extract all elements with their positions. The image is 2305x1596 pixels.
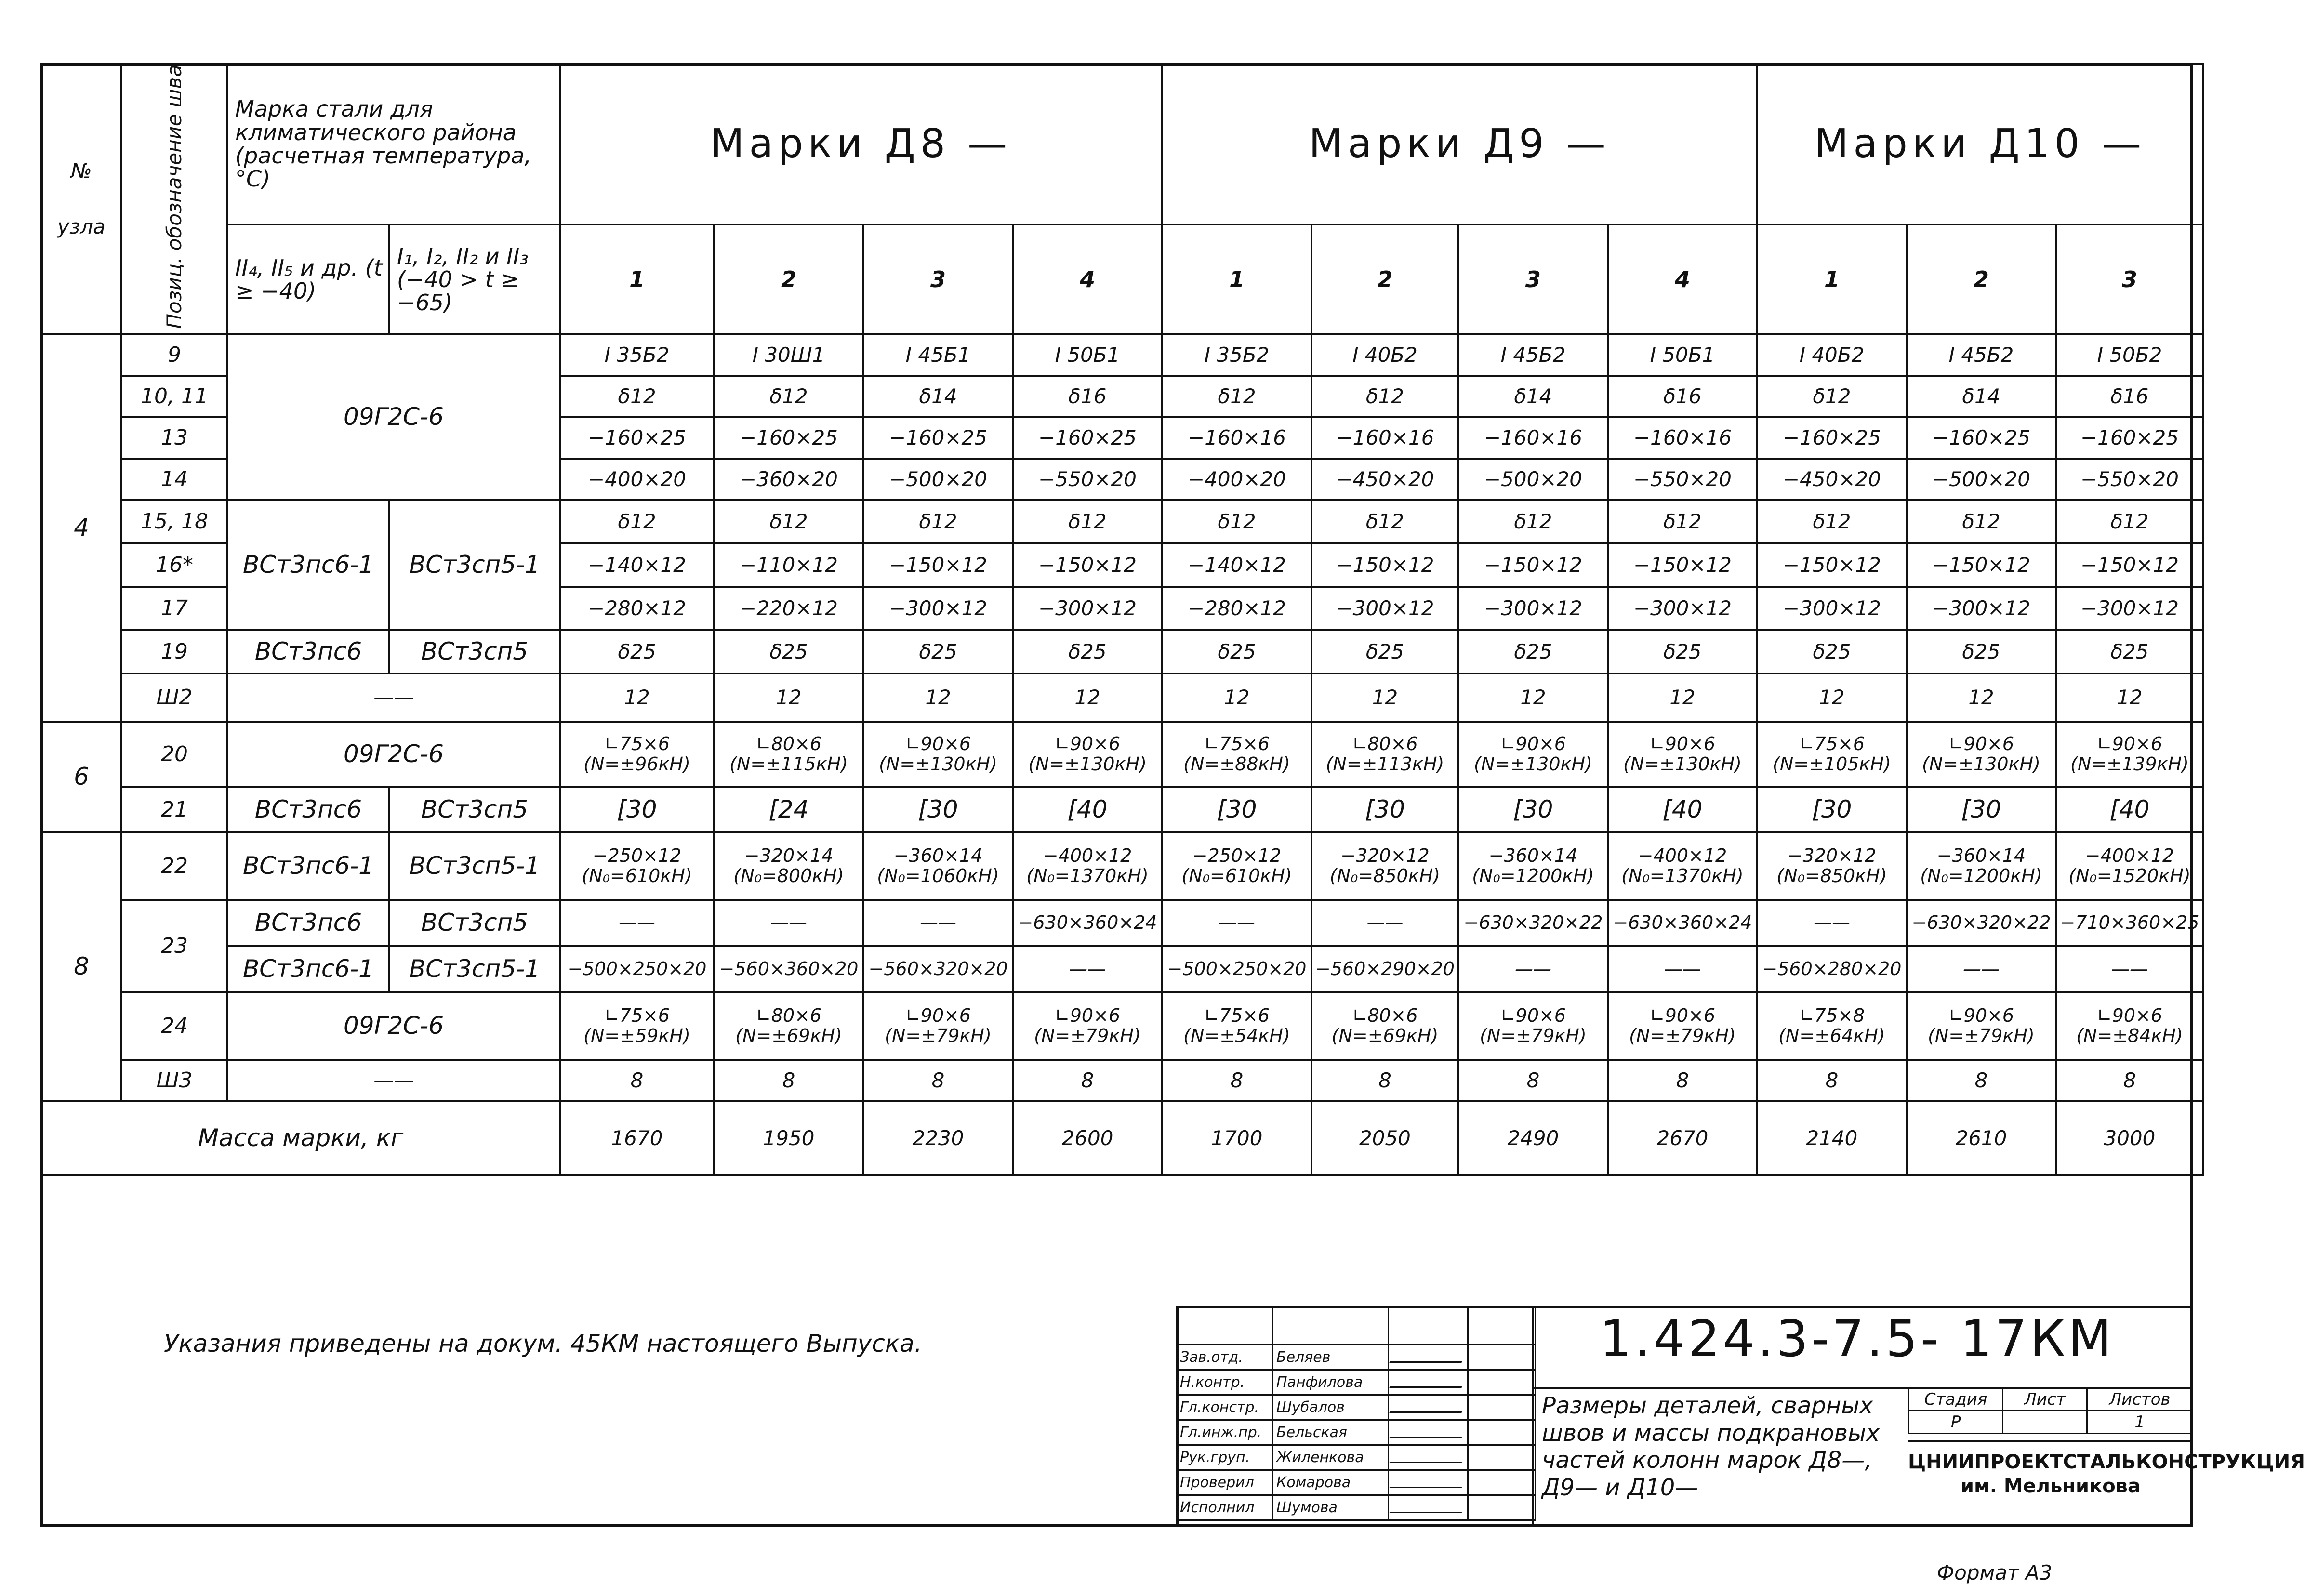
value-cell: ——: [714, 900, 863, 946]
position-cell: 14: [121, 459, 227, 500]
spec-table: [40, 63, 2204, 1176]
table-row: [41, 334, 2203, 376]
role-cell: Гл.констр.: [1177, 1395, 1273, 1420]
value-cell: I 50Б1: [1608, 334, 1757, 376]
name-cell: Беляев: [1273, 1345, 1389, 1370]
position-cell: 16*: [121, 543, 227, 587]
format-label: Формат А3: [1937, 1561, 2053, 1584]
value-cell: [40: [2056, 787, 2203, 832]
mass-value: 2610: [1907, 1101, 2056, 1175]
value-cell: ——: [560, 900, 714, 946]
value-cell: −150×12: [1608, 543, 1757, 587]
value-cell: δ25: [1907, 630, 2056, 673]
steel-cell: ——: [227, 673, 560, 722]
position-cell: 19: [121, 630, 227, 673]
value-cell: 8: [1907, 1060, 2056, 1101]
mass-value: 3000: [2056, 1101, 2203, 1175]
value-cell: −280×12: [560, 587, 714, 630]
value-cell: ∟75×6 (N=±88кН): [1162, 722, 1311, 787]
value-cell: [30: [560, 787, 714, 832]
organization-name: ЦНИИПРОЕКТСТАЛЬКОНСТРУКЦИЯ им. Мельникова: [1908, 1451, 2305, 1497]
value-cell: δ25: [1608, 630, 1757, 673]
value-cell: −360×14 (N₀=1060кН): [863, 832, 1013, 900]
signature-mark: [1389, 1348, 1467, 1363]
value-cell: ∟80×6 (N=±69кН): [714, 992, 863, 1060]
value-cell: ——: [1162, 900, 1311, 946]
value-cell: I 45Б1: [863, 334, 1013, 376]
signature-mark: [1389, 1498, 1467, 1513]
value-cell: −500×20: [1458, 459, 1608, 500]
col-d10-3: 3: [2056, 224, 2203, 334]
value-cell: [24: [714, 787, 863, 832]
mass-value: 2600: [1013, 1101, 1162, 1175]
value-cell: ——: [2056, 946, 2203, 992]
role-cell: Н.контр.: [1177, 1370, 1273, 1395]
value-cell: I 35Б2: [560, 334, 714, 376]
value-cell: 8: [1458, 1060, 1608, 1101]
value-cell: ∟75×6 (N=±96кН): [560, 722, 714, 787]
value-cell: −630×360×24: [1013, 900, 1162, 946]
mark-d10-title: Марки Д10 —: [1757, 64, 2203, 224]
value-cell: −300×12: [2056, 587, 2203, 630]
value-cell: −220×12: [714, 587, 863, 630]
name-cell: Шубалов: [1273, 1395, 1389, 1420]
signature-mark: [1389, 1398, 1467, 1413]
mass-row: [41, 1101, 2203, 1175]
steel-cell: ——: [227, 1060, 560, 1101]
node-cell: 6: [41, 722, 121, 832]
signatures-table: [1176, 1306, 1536, 1521]
steel-cell: ВСт3сп5-1: [389, 500, 560, 630]
value-cell: δ25: [1162, 630, 1311, 673]
table-row: [41, 1060, 2203, 1101]
col-d8-2: 2: [714, 224, 863, 334]
title-block-divider: [1908, 1440, 2193, 1442]
value-cell: −160×25: [1757, 417, 1907, 459]
mass-value: 1700: [1162, 1101, 1311, 1175]
value-cell: −360×14 (N₀=1200кН): [1907, 832, 2056, 900]
value-cell: 8: [1013, 1060, 1162, 1101]
table-row: [41, 832, 2203, 900]
mass-value: 2050: [1311, 1101, 1458, 1175]
value-cell: δ12: [1608, 500, 1757, 543]
value-cell: −400×12 (N₀=1370кН): [1013, 832, 1162, 900]
mass-value: 1950: [714, 1101, 863, 1175]
value-cell: −150×12: [1458, 543, 1608, 587]
stage-label: Стадия: [1909, 1388, 2003, 1411]
node-number-header: [41, 64, 121, 334]
value-cell: δ12: [1311, 500, 1458, 543]
role-cell: Зав.отд.: [1177, 1345, 1273, 1370]
mass-value: 2230: [863, 1101, 1013, 1175]
value-cell: ∟90×6 (N=±79кН): [1907, 992, 2056, 1060]
value-cell: 8: [714, 1060, 863, 1101]
value-cell: −280×12: [1162, 587, 1311, 630]
value-cell: −160×25: [1907, 417, 2056, 459]
value-cell: −550×20: [2056, 459, 2203, 500]
value-cell: I 35Б2: [1162, 334, 1311, 376]
value-cell: −150×12: [1757, 543, 1907, 587]
value-cell: δ12: [1757, 376, 1907, 417]
position-cell: 23: [121, 900, 227, 992]
steel-subheader-a: II₄, II₅ и др. (t ≥ −40): [227, 224, 389, 334]
value-cell: −140×12: [1162, 543, 1311, 587]
value-cell: 8: [1311, 1060, 1458, 1101]
steel-header: Марка стали для климатического района (расчетная температура,°С): [227, 64, 560, 224]
col-d9-4: 4: [1608, 224, 1757, 334]
signature-mark: [1389, 1423, 1467, 1438]
value-cell: −320×14 (N₀=800кН): [714, 832, 863, 900]
steel-cell: 09Г2С-6: [227, 722, 560, 787]
value-cell: 12: [2056, 673, 2203, 722]
value-cell: −250×12 (N₀=610кН): [560, 832, 714, 900]
node-cell: 4: [41, 334, 121, 722]
value-cell: δ25: [863, 630, 1013, 673]
value-cell: ——: [1608, 946, 1757, 992]
value-cell: −300×12: [1907, 587, 2056, 630]
value-cell: I 40Б2: [1311, 334, 1458, 376]
value-cell: −450×20: [1757, 459, 1907, 500]
value-cell: −400×20: [1162, 459, 1311, 500]
value-cell: −360×20: [714, 459, 863, 500]
position-cell: 15, 18: [121, 500, 227, 543]
value-cell: ∟75×6 (N=±54кН): [1162, 992, 1311, 1060]
position-cell: 22: [121, 832, 227, 900]
value-cell: 8: [1757, 1060, 1907, 1101]
value-cell: I 45Б2: [1458, 334, 1608, 376]
position-cell: 10, 11: [121, 376, 227, 417]
steel-cell: 09Г2С-6: [227, 992, 560, 1060]
value-cell: −300×12: [1013, 587, 1162, 630]
sheet-value: [2003, 1411, 2087, 1434]
table-row: [41, 787, 2203, 832]
value-cell: ∟80×6 (N=±69кН): [1311, 992, 1458, 1060]
value-cell: 12: [560, 673, 714, 722]
value-cell: ∟75×6 (N=±59кН): [560, 992, 714, 1060]
title-block-divider: [1532, 1306, 1534, 1527]
value-cell: 8: [1608, 1060, 1757, 1101]
table-row: [41, 500, 2203, 543]
node-cell: 8: [41, 832, 121, 1101]
role-cell: Проверил: [1177, 1470, 1273, 1495]
table-row: [41, 722, 2203, 787]
steel-cell: ВСт3сп5: [389, 787, 560, 832]
value-cell: δ12: [714, 376, 863, 417]
mass-label: Масса марки, кг: [41, 1101, 560, 1175]
value-cell: −160×25: [2056, 417, 2203, 459]
table-row: [41, 992, 2203, 1060]
position-cell: 13: [121, 417, 227, 459]
steel-cell: ВСт3пс6: [227, 787, 389, 832]
value-cell: −560×360×20: [714, 946, 863, 992]
document-title: Размеры деталей, сварных швов и массы подкрановых частей колонн марок Д8—, Д9— и Д10—: [1542, 1392, 1880, 1501]
value-cell: −300×12: [1311, 587, 1458, 630]
steel-cell: ВСт3сп5: [389, 630, 560, 673]
stage-value: Р: [1909, 1411, 2003, 1434]
value-cell: 12: [863, 673, 1013, 722]
name-cell: Панфилова: [1273, 1370, 1389, 1395]
value-cell: 12: [1162, 673, 1311, 722]
value-cell: ∟90×6 (N=±79кН): [1608, 992, 1757, 1060]
value-cell: [30: [1162, 787, 1311, 832]
value-cell: −500×20: [1907, 459, 2056, 500]
value-cell: −550×20: [1013, 459, 1162, 500]
value-cell: ——: [1458, 946, 1608, 992]
document-code: 1.424.3-7.5- 17КМ: [1600, 1309, 2115, 1368]
value-cell: [30: [1757, 787, 1907, 832]
value-cell: −400×12 (N₀=1520кН): [2056, 832, 2203, 900]
position-cell: Ш3: [121, 1060, 227, 1101]
value-cell: δ12: [1907, 500, 2056, 543]
value-cell: −160×16: [1162, 417, 1311, 459]
value-cell: 12: [1458, 673, 1608, 722]
value-cell: −560×290×20: [1311, 946, 1458, 992]
steel-cell: ВСт3пс6: [227, 900, 389, 946]
node-no-label: №: [71, 158, 92, 183]
name-cell: Бельская: [1273, 1420, 1389, 1445]
value-cell: 12: [1013, 673, 1162, 722]
title-block: [1176, 1306, 2305, 1527]
value-cell: 8: [560, 1060, 714, 1101]
value-cell: −550×20: [1608, 459, 1757, 500]
value-cell: [40: [1013, 787, 1162, 832]
value-cell: δ14: [863, 376, 1013, 417]
value-cell: ——: [1907, 946, 2056, 992]
value-cell: −630×360×24: [1608, 900, 1757, 946]
value-cell: −300×12: [863, 587, 1013, 630]
table-row: [41, 900, 2203, 946]
name-cell: Комарова: [1273, 1470, 1389, 1495]
value-cell: δ12: [1757, 500, 1907, 543]
value-cell: 8: [1162, 1060, 1311, 1101]
value-cell: −140×12: [560, 543, 714, 587]
stage-table: [1908, 1387, 2193, 1434]
node-label: узла: [57, 214, 106, 238]
name-cell: Жиленкова: [1273, 1445, 1389, 1470]
note-text: Указания приведены на докум. 45КМ настоящего Выпуска.: [164, 1330, 922, 1358]
value-cell: ∟90×6 (N=±79кН): [1458, 992, 1608, 1060]
sheets-value: 1: [2087, 1411, 2193, 1434]
mass-value: 2670: [1608, 1101, 1757, 1175]
position-header: [121, 64, 227, 334]
position-cell: 21: [121, 787, 227, 832]
value-cell: −160×25: [1013, 417, 1162, 459]
steel-cell: ВСт3пс6-1: [227, 946, 389, 992]
value-cell: ∟75×8 (N=±64кН): [1757, 992, 1907, 1060]
value-cell: ——: [863, 900, 1013, 946]
col-d10-1: 1: [1757, 224, 1907, 334]
value-cell: I 50Б2: [2056, 334, 2203, 376]
value-cell: δ16: [1608, 376, 1757, 417]
steel-cell: 09Г2С-6: [227, 334, 560, 500]
value-cell: −560×280×20: [1757, 946, 1907, 992]
value-cell: −500×20: [863, 459, 1013, 500]
mark-d8-title: Марки Д8 —: [560, 64, 1162, 224]
value-cell: [40: [1608, 787, 1757, 832]
value-cell: δ12: [1013, 500, 1162, 543]
sheet-label: Лист: [2003, 1388, 2087, 1411]
value-cell: −400×12 (N₀=1370кН): [1608, 832, 1757, 900]
value-cell: δ12: [560, 376, 714, 417]
value-cell: −630×320×22: [1458, 900, 1608, 946]
value-cell: δ25: [1757, 630, 1907, 673]
value-cell: 8: [863, 1060, 1013, 1101]
role-cell: Исполнил: [1177, 1495, 1273, 1520]
value-cell: δ16: [1013, 376, 1162, 417]
value-cell: −500×250×20: [1162, 946, 1311, 992]
mass-value: 2490: [1458, 1101, 1608, 1175]
value-cell: I 45Б2: [1907, 334, 2056, 376]
col-d8-1: 1: [560, 224, 714, 334]
value-cell: −630×320×22: [1907, 900, 2056, 946]
table-row: [41, 630, 2203, 673]
value-cell: ∟80×6 (N=±115кН): [714, 722, 863, 787]
col-d8-4: 4: [1013, 224, 1162, 334]
value-cell: ∟90×6 (N=±130кН): [1907, 722, 2056, 787]
value-cell: δ12: [2056, 500, 2203, 543]
value-cell: −150×12: [863, 543, 1013, 587]
value-cell: ——: [1311, 900, 1458, 946]
role-cell: Рук.груп.: [1177, 1445, 1273, 1470]
value-cell: ——: [1013, 946, 1162, 992]
value-cell: δ12: [1162, 376, 1311, 417]
signature-mark: [1389, 1448, 1467, 1463]
value-cell: −150×12: [2056, 543, 2203, 587]
value-cell: −150×12: [1013, 543, 1162, 587]
steel-subheader-b: I₁, I₂, II₂ и II₃ (−40 > t ≥ −65): [389, 224, 560, 334]
signature-mark: [1389, 1473, 1467, 1488]
value-cell: −150×12: [1907, 543, 2056, 587]
mass-value: 1670: [560, 1101, 714, 1175]
value-cell: 12: [1608, 673, 1757, 722]
value-cell: [30: [1458, 787, 1608, 832]
value-cell: [30: [1311, 787, 1458, 832]
value-cell: δ25: [1458, 630, 1608, 673]
value-cell: −300×12: [1608, 587, 1757, 630]
value-cell: −710×360×25: [2056, 900, 2203, 946]
value-cell: 8: [2056, 1060, 2203, 1101]
value-cell: −250×12 (N₀=610кН): [1162, 832, 1311, 900]
value-cell: −500×250×20: [560, 946, 714, 992]
value-cell: ∟90×6 (N=±139кН): [2056, 722, 2203, 787]
value-cell: δ12: [1162, 500, 1311, 543]
signature-mark: [1389, 1373, 1467, 1388]
value-cell: ∟90×6 (N=±79кН): [1013, 992, 1162, 1060]
steel-cell: ВСт3сп5: [389, 900, 560, 946]
value-cell: −160×16: [1458, 417, 1608, 459]
role-cell: Гл.инж.пр.: [1177, 1420, 1273, 1445]
mark-d9-title: Марки Д9 —: [1162, 64, 1757, 224]
value-cell: −300×12: [1757, 587, 1907, 630]
position-cell: 17: [121, 587, 227, 630]
value-cell: I 50Б1: [1013, 334, 1162, 376]
value-cell: 12: [1907, 673, 2056, 722]
value-cell: ∟80×6 (N=±113кН): [1311, 722, 1458, 787]
value-cell: I 30Ш1: [714, 334, 863, 376]
value-cell: −450×20: [1311, 459, 1458, 500]
steel-cell: ВСт3пс6-1: [227, 500, 389, 630]
value-cell: −300×12: [1458, 587, 1608, 630]
position-cell: 24: [121, 992, 227, 1060]
value-cell: ∟90×6 (N=±79кН): [863, 992, 1013, 1060]
value-cell: −400×20: [560, 459, 714, 500]
value-cell: δ25: [560, 630, 714, 673]
value-cell: δ25: [714, 630, 863, 673]
value-cell: δ14: [1458, 376, 1608, 417]
value-cell: −110×12: [714, 543, 863, 587]
value-cell: 12: [1757, 673, 1907, 722]
value-cell: δ12: [714, 500, 863, 543]
value-cell: −150×12: [1311, 543, 1458, 587]
value-cell: [30: [863, 787, 1013, 832]
value-cell: δ25: [2056, 630, 2203, 673]
value-cell: δ25: [1013, 630, 1162, 673]
col-d9-1: 1: [1162, 224, 1311, 334]
value-cell: −320×12 (N₀=850кН): [1757, 832, 1907, 900]
value-cell: δ25: [1311, 630, 1458, 673]
value-cell: δ12: [1311, 376, 1458, 417]
value-cell: ∟75×6 (N=±105кН): [1757, 722, 1907, 787]
value-cell: 12: [1311, 673, 1458, 722]
name-cell: Шумова: [1273, 1495, 1389, 1520]
value-cell: −160×16: [1311, 417, 1458, 459]
value-cell: −560×320×20: [863, 946, 1013, 992]
value-cell: ∟90×6 (N=±130кН): [1013, 722, 1162, 787]
position-cell: Ш2: [121, 673, 227, 722]
col-d8-3: 3: [863, 224, 1013, 334]
value-cell: −360×14 (N₀=1200кН): [1458, 832, 1608, 900]
value-cell: δ12: [560, 500, 714, 543]
table-row: [41, 946, 2203, 992]
sheets-label: Листов: [2087, 1388, 2193, 1411]
value-cell: −160×25: [863, 417, 1013, 459]
value-cell: δ14: [1907, 376, 2056, 417]
mass-value: 2140: [1757, 1101, 1907, 1175]
col-d9-3: 3: [1458, 224, 1608, 334]
value-cell: ∟90×6 (N=±130кН): [863, 722, 1013, 787]
value-cell: −160×25: [560, 417, 714, 459]
value-cell: ∟90×6 (N=±130кН): [1608, 722, 1757, 787]
steel-cell: ВСт3пс6: [227, 630, 389, 673]
col-d9-2: 2: [1311, 224, 1458, 334]
value-cell: −160×25: [714, 417, 863, 459]
value-cell: −320×12 (N₀=850кН): [1311, 832, 1458, 900]
value-cell: ∟90×6 (N=±84кН): [2056, 992, 2203, 1060]
steel-cell: ВСт3пс6-1: [227, 832, 389, 900]
position-cell: 9: [121, 334, 227, 376]
position-label: Позиц. обозначение шва: [162, 65, 186, 329]
value-cell: 12: [714, 673, 863, 722]
value-cell: ——: [1757, 900, 1907, 946]
value-cell: −160×16: [1608, 417, 1757, 459]
value-cell: [30: [1907, 787, 2056, 832]
steel-cell: ВСт3сп5-1: [389, 946, 560, 992]
position-cell: 20: [121, 722, 227, 787]
table-row: [41, 673, 2203, 722]
steel-cell: ВСт3сп5-1: [389, 832, 560, 900]
value-cell: ∟90×6 (N=±130кН): [1458, 722, 1608, 787]
value-cell: δ12: [863, 500, 1013, 543]
col-d10-2: 2: [1907, 224, 2056, 334]
value-cell: δ12: [1458, 500, 1608, 543]
value-cell: δ16: [2056, 376, 2203, 417]
value-cell: I 40Б2: [1757, 334, 1907, 376]
